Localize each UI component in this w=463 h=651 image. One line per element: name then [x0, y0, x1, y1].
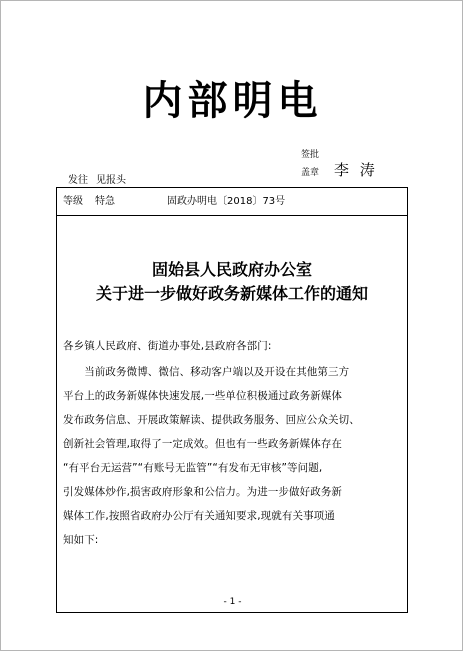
meta-row: [57, 188, 407, 216]
body-line: 平台上的政务新媒体快速发展,一些单位积极通过政务新媒体: [63, 390, 343, 402]
body-line: 发布政务信息、开展政策解读、提供政务服务、回应公众关切、: [63, 414, 360, 426]
body-line: 媒体工作,按照省政府办公厅有关通知要求,现就有关事项通: [63, 510, 335, 522]
document-frame: [56, 187, 408, 613]
sign-label-approve: 签批: [301, 150, 320, 160]
page-number: - 1 -: [223, 597, 242, 607]
addressee: 各乡镇人民政府、街道办事处,县政府各部门:: [63, 340, 272, 352]
subject-heading: 关于进一步做好政务新媒体工作的通知: [95, 284, 368, 303]
urgency-value: 特急: [95, 196, 115, 207]
distribution-value: 见报头: [96, 175, 126, 186]
sign-label-seal: 盖章: [301, 168, 320, 178]
body-paragraph: [63, 360, 403, 552]
body-line: 当前政务微博、微信、移动客户端以及开设在其他第三方: [63, 366, 350, 378]
document-number: 固政办明电〔2018〕73号: [167, 196, 286, 207]
urgency-label: 等级: [63, 196, 83, 207]
signer-name: 李 涛: [334, 161, 378, 179]
body-line: 创新社会管理,取得了一定成效。但也有一些政务新媒体存在: [63, 438, 343, 450]
body-line: 引发媒体炒作,损害政府形象和公信力。为进一步做好政务新: [63, 486, 343, 498]
distribution-line: [68, 171, 134, 186]
distribution-label: 发往: [68, 175, 88, 186]
body-line: “有平台无运营”“有账号无监管”“有发布无审核”等问题,: [63, 462, 323, 474]
issuer-heading: 固始县人民政府办公室: [151, 260, 312, 279]
body-line: 知如下:: [63, 534, 99, 546]
document-title: 内部明电: [142, 77, 323, 124]
